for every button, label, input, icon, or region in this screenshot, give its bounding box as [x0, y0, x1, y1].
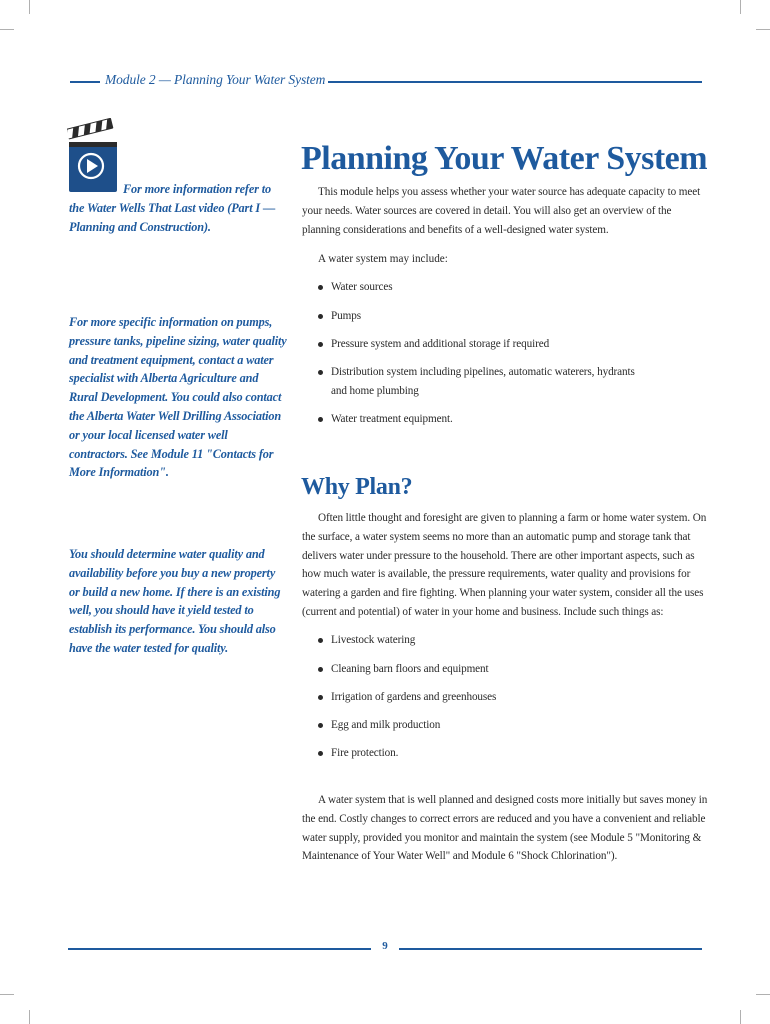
sidenote-specialist: For more specific information on pumps, pressure tanks, pipeline sizing, water quality and treatment equipment, contact a water specialist with Alberta Agriculture and Rural Development. You could also contact the Alberta Water Well Drilling Association or your local licensed water well contractors. See Module 11 "Contacts for More Information". — [69, 315, 287, 480]
intro-block — [302, 183, 708, 239]
list-item: Distribution system including pipelines, automatic waterers, hydrants and home plumbing — [302, 363, 708, 401]
list-item: Water treatment equipment. — [302, 410, 708, 429]
list-item: Fire protection. — [302, 744, 708, 763]
crop-mark — [756, 29, 770, 30]
bullet-dot-icon — [318, 417, 323, 422]
bullet-dot-icon — [318, 695, 323, 700]
bullet-dot-icon — [318, 314, 323, 319]
crop-mark — [29, 0, 30, 14]
list-item: Pressure system and additional storage if required — [302, 335, 708, 354]
sidenote-quality: You should determine water quality and availability before you buy a new property or build a new home. If there is an existing well, you should have it yield tested to establish its performance. You should also have the water tested for quality. — [69, 547, 281, 655]
uses-list — [302, 631, 708, 763]
include-list — [302, 278, 708, 429]
bullet-dot-icon — [318, 638, 323, 643]
header-rule-left — [70, 81, 100, 83]
list-item: Livestock watering — [302, 631, 708, 650]
crop-mark — [756, 994, 770, 995]
bullet-dot-icon — [318, 285, 323, 290]
crop-mark — [0, 29, 14, 30]
page-number: 9 — [382, 940, 388, 952]
bullet-dot-icon — [318, 667, 323, 672]
include-lead: A water system may include: — [318, 253, 448, 265]
section-heading-why-plan: Why Plan? — [301, 474, 413, 500]
list-item: Egg and milk production — [302, 716, 708, 735]
footer-rule-left — [68, 948, 371, 950]
list-item: Cleaning barn floors and equipment — [302, 660, 708, 679]
footer-rule-right — [399, 948, 702, 950]
page-title: Planning Your Water System — [301, 140, 708, 177]
crop-mark — [740, 1010, 741, 1024]
running-title: Module 2 — Planning Your Water System — [105, 72, 326, 87]
bullet-dot-icon — [318, 723, 323, 728]
header-rule-right — [328, 81, 702, 83]
closing-paragraph: A water system that is well planned and designed costs more initially but saves money in the end. Costly changes to correct errors are reduced and you have a convenient and reliable water supply, provided you monitor and maintain the system (see Module 5 "Monitoring & Maintenance of Your Water Well" and Module 6 "Shock Chlorination"). — [302, 794, 708, 863]
sidenote-video: For more information refer to the Water Wells That Last video (Part I — Planning and Construction). — [69, 182, 276, 234]
why-block — [302, 509, 708, 773]
bullet-dot-icon — [318, 751, 323, 756]
list-item: Water sources — [302, 278, 708, 297]
page-footer — [68, 940, 702, 960]
list-item: Pumps — [302, 307, 708, 326]
bullet-dot-icon — [318, 370, 323, 375]
bullet-dot-icon — [318, 342, 323, 347]
running-header — [70, 72, 702, 92]
include-block — [302, 250, 708, 439]
closing-block — [302, 791, 708, 866]
crop-mark — [29, 1010, 30, 1024]
crop-mark — [740, 0, 741, 14]
intro-paragraph: This module helps you assess whether your water source has adequate capacity to meet your needs. Water sources are covered in detail. You will also get an overview of the planning considerations and benefits of a well-designed water system. — [302, 186, 701, 236]
why-paragraph: Often little thought and foresight are given to planning a farm or home water system. On the surface, a water system seems no more than an automatic pump and storage tank that delivers water under pressure to the household. There are other important aspects, such as how much water is available, the pressure requirements, water quality and provisions for watering a garden and fire fighting. When planning your water system, consider all the uses (current and potential) of water in your home and business. Include such things as: — [302, 512, 707, 618]
list-item: Irrigation of gardens and greenhouses — [302, 688, 708, 707]
crop-mark — [0, 994, 14, 995]
